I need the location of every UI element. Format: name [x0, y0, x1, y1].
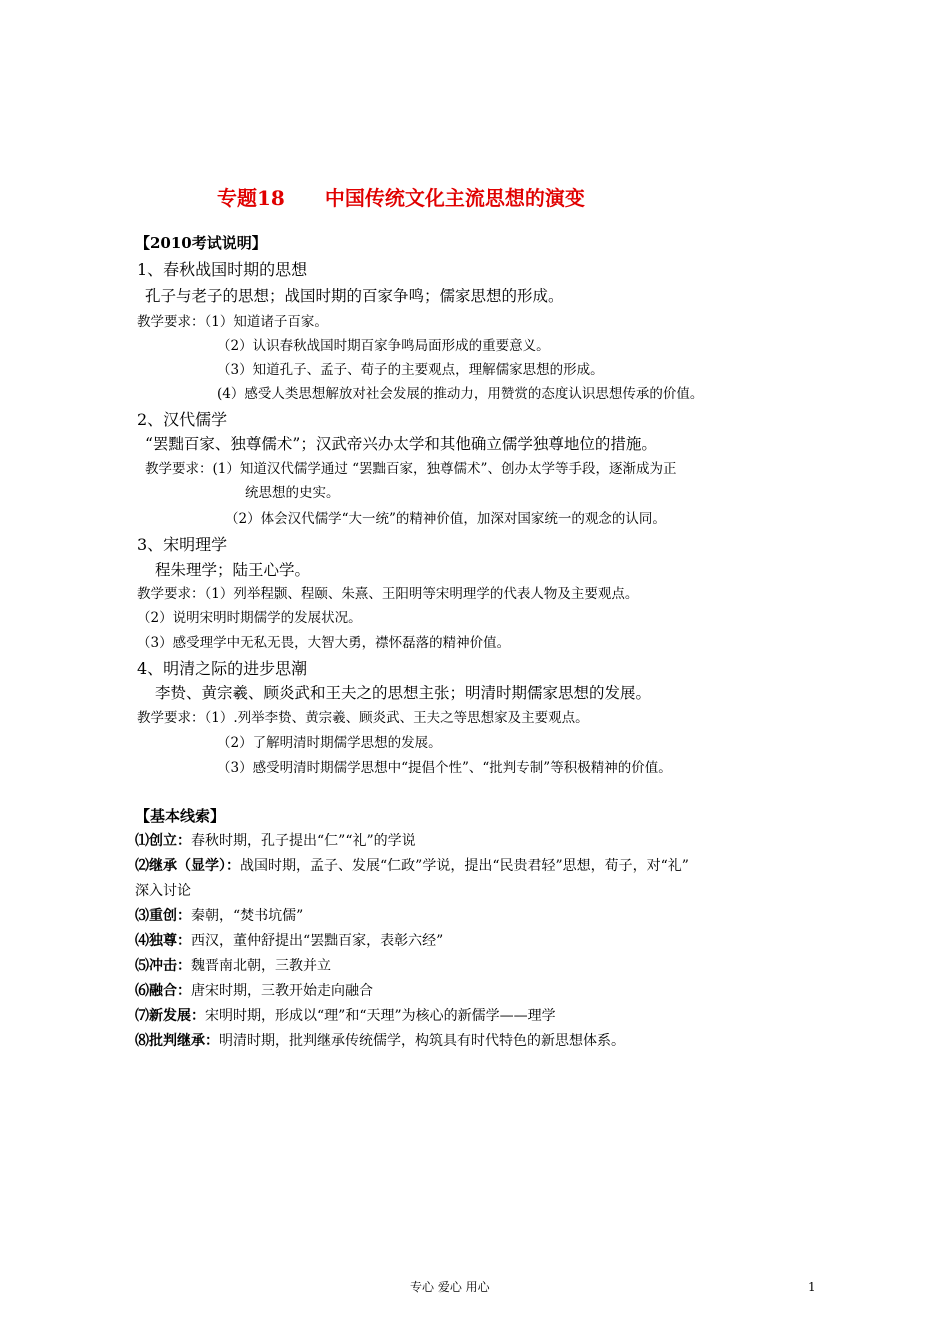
clue-text: 明清时期，批判继承传统儒学，构筑具有时代特色的新思想体系。: [219, 1033, 625, 1049]
requirement-line: （3）感受理学中无私无畏，大智大勇，襟怀磊落的精神价值。: [137, 635, 511, 651]
clue-label: ⑻批判继承：: [135, 1033, 219, 1049]
requirement-line: 教学要求：(1）知道汉代儒学通过 “罢黜百家，独尊儒术”、创办太学等手段，逐渐成为正: [145, 461, 677, 477]
clue-continuation: 深入讨论: [135, 883, 191, 899]
section-heading: 2、汉代儒学: [137, 410, 228, 429]
exam-header: 【2010考试说明】: [135, 234, 267, 252]
title-text: 中国传统文化主流思想的演变: [324, 186, 585, 210]
clue-item: [135, 1009, 556, 1023]
requirement-line: (4）感受人类思想解放对社会发展的推动力，用赞赏的态度认识思想传承的价值。: [217, 386, 704, 402]
footer-motto: 专心 爱心 用心: [410, 1280, 490, 1294]
clue-item: [135, 909, 303, 923]
requirement-line: （2）认识春秋战国时期百家争鸣局面形成的重要意义。: [217, 338, 550, 354]
section-summary: 李贽、黄宗羲、顾炎武和王夫之的思想主张；明清时期儒家思想的发展。: [155, 684, 652, 702]
clue-text: 魏晋南北朝，三教并立: [191, 958, 331, 974]
section-heading: 3、宋明理学: [137, 535, 228, 554]
clue-text: 战国时期，孟子、发展“仁政”学说，提出“民贵君轻”思想，荀子，对“礼”: [240, 858, 689, 874]
requirement-line: （3）感受明清时期儒学思想中“提倡个性”、“批判专制”等积极精神的价值。: [217, 760, 672, 776]
clue-label: ⑴创立：: [135, 833, 191, 849]
title-number: 专题18: [217, 186, 285, 210]
clue-label: ⑹融合：: [135, 983, 191, 999]
clue-item: [135, 1034, 625, 1048]
clue-text: 西汉，董仲舒提出“罢黜百家，表彰六经”: [191, 933, 444, 949]
requirement-line: （3）知道孔子、孟子、荀子的主要观点，理解儒家思想的形成。: [217, 362, 604, 378]
requirement-line: 教学要求：（1）列举程颢、程颐、朱熹、王阳明等宋明理学的代表人物及主要观点。: [137, 586, 639, 602]
requirement-line: 教学要求：（1）.列举李贽、黄宗羲、顾炎武、王夫之等思想家及主要观点。: [137, 710, 589, 726]
clue-item: [135, 934, 443, 948]
section-summary: 孔子与老子的思想；战国时期的百家争鸣；儒家思想的形成。: [145, 287, 564, 305]
page-title: [217, 188, 585, 208]
clue-text: 春秋时期，孔子提出“仁”“礼”的学说: [191, 833, 416, 849]
clue-label: ⑷独尊：: [135, 933, 191, 949]
clue-item: [135, 834, 416, 848]
requirement-line: 教学要求：（1）知道诸子百家。: [137, 314, 328, 330]
requirement-line: 统思想的史实。: [245, 485, 340, 501]
section-heading: 1、春秋战国时期的思想: [137, 260, 308, 279]
page-number: 1: [808, 1280, 816, 1294]
clue-item: [135, 859, 689, 873]
clue-item: [135, 984, 373, 998]
requirement-line: （2）了解明清时期儒学思想的发展。: [217, 735, 442, 751]
section-summary: 程朱理学；陆王心学。: [155, 561, 311, 579]
requirement-line: （2）体会汉代儒学“大一统”的精神价值，加深对国家统一的观念的认同。: [225, 511, 666, 527]
section-summary: “罢黜百家、独尊儒术”；汉武帝兴办太学和其他确立儒学独尊地位的措施。: [145, 435, 657, 453]
clue-label: ⑵继承（显学）：: [135, 858, 240, 874]
clue-text: 宋明时期，形成以“理”和“天理”为核心的新儒学——理学: [205, 1008, 556, 1024]
clue-label: ⑸冲击：: [135, 958, 191, 974]
clue-label: ⑺新发展：: [135, 1008, 205, 1024]
clue-label: ⑶重创：: [135, 908, 191, 924]
section-heading: 4、明清之际的进步思潮: [137, 659, 308, 678]
clue-text: 唐宋时期，三教开始走向融合: [191, 983, 373, 999]
clues-header: 【基本线索】: [135, 807, 226, 825]
requirement-line: （2）说明宋明时期儒学的发展状况。: [137, 610, 362, 626]
clue-item: [135, 959, 331, 973]
clue-text: 秦朝，“焚书坑儒”: [191, 908, 304, 924]
